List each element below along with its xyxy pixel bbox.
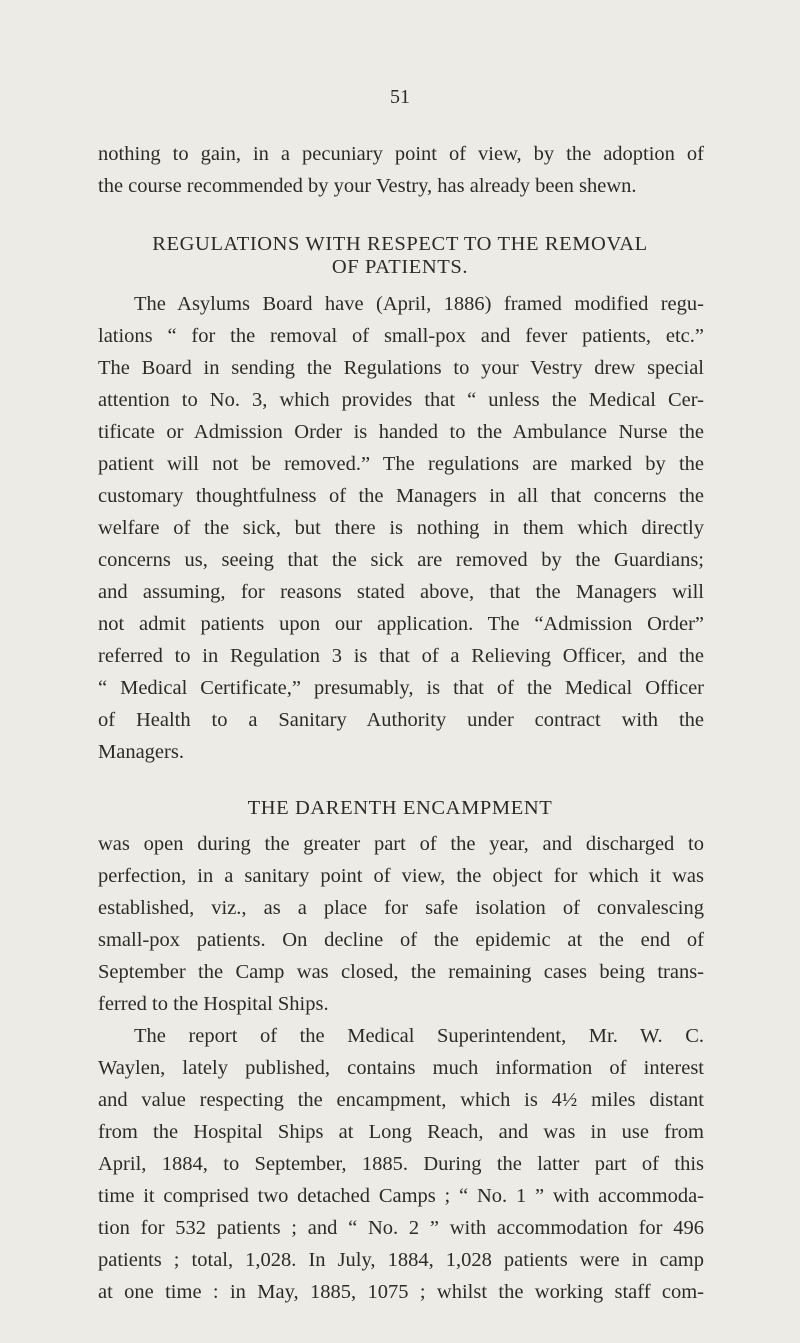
text-line: nothing to gain, in a pecuniary point of view, by the adoption of [98, 143, 704, 165]
text-line: established, viz., as a place for safe isolation of convalescing [98, 897, 704, 919]
text-line: of Health to a Sanitary Authority under contract with the [98, 709, 704, 731]
text-line: perfection, in a sanitary point of view, the object for which it was [98, 865, 704, 887]
text-line: The report of the Medical Superintendent, Mr. W. C. [134, 1025, 704, 1047]
text-line: customary thoughtfulness of the Managers in all that concerns the [98, 485, 704, 507]
text-line: was open during the greater part of the year, and discharged to [98, 833, 704, 855]
text-line: at one time : in May, 1885, 1075 ; whilst the working staff com- [98, 1281, 704, 1303]
page-number: 51 [390, 86, 410, 108]
text-line: and assuming, for reasons stated above, that the Managers will [98, 581, 704, 603]
text-line: September the Camp was closed, the remaining cases being trans- [98, 961, 704, 983]
text-line: patients ; total, 1,028. In July, 1884, 1,028 patients were in camp [98, 1249, 704, 1271]
text-line: “ Medical Certificate,” presumably, is that of the Medical Officer [98, 677, 704, 699]
section-heading: OF PATIENTS. [331, 256, 469, 278]
text-line: Waylen, lately published, contains much information of interest [98, 1057, 704, 1079]
text-line: tificate or Admission Order is handed to the Ambulance Nurse the [98, 421, 704, 443]
text-line: April, 1884, to September, 1885. During the latter part of this [98, 1153, 704, 1175]
text-line: The Asylums Board have (April, 1886) framed modified regu- [134, 293, 704, 315]
text-line: ferred to the Hospital Ships. [98, 993, 329, 1015]
text-line: attention to No. 3, which provides that “ unless the Medical Cer- [98, 389, 704, 411]
text-line: patient will not be removed.” The regulations are marked by the [98, 453, 704, 475]
text-line: Managers. [98, 741, 184, 763]
text-line: not admit patients upon our application. The “Admission Order” [98, 613, 704, 635]
text-line: and value respecting the encampment, which is 4½ miles distant [98, 1089, 704, 1111]
text-line: lations “ for the removal of small-pox and fever patients, etc.” [98, 325, 704, 347]
text-line: from the Hospital Ships at Long Reach, and was in use from [98, 1121, 704, 1143]
text-line: referred to in Regulation 3 is that of a Relieving Officer, and the [98, 645, 704, 667]
text-line: The Board in sending the Regulations to your Vestry drew special [98, 357, 704, 379]
section-heading: REGULATIONS WITH RESPECT TO THE REMOVAL [152, 233, 648, 255]
text-line: small-pox patients. On decline of the epidemic at the end of [98, 929, 704, 951]
text-line: the course recommended by your Vestry, has already been shewn. [98, 175, 637, 197]
text-line: time it comprised two detached Camps ; “ No. 1 ” with accommoda- [98, 1185, 704, 1207]
text-line: welfare of the sick, but there is nothing in them which directly [98, 517, 704, 539]
section-heading: THE DARENTH ENCAMPMENT [247, 797, 553, 819]
text-line: concerns us, seeing that the sick are removed by the Guardians; [98, 549, 704, 571]
text-line: tion for 532 patients ; and “ No. 2 ” with accommodation for 496 [98, 1217, 704, 1239]
